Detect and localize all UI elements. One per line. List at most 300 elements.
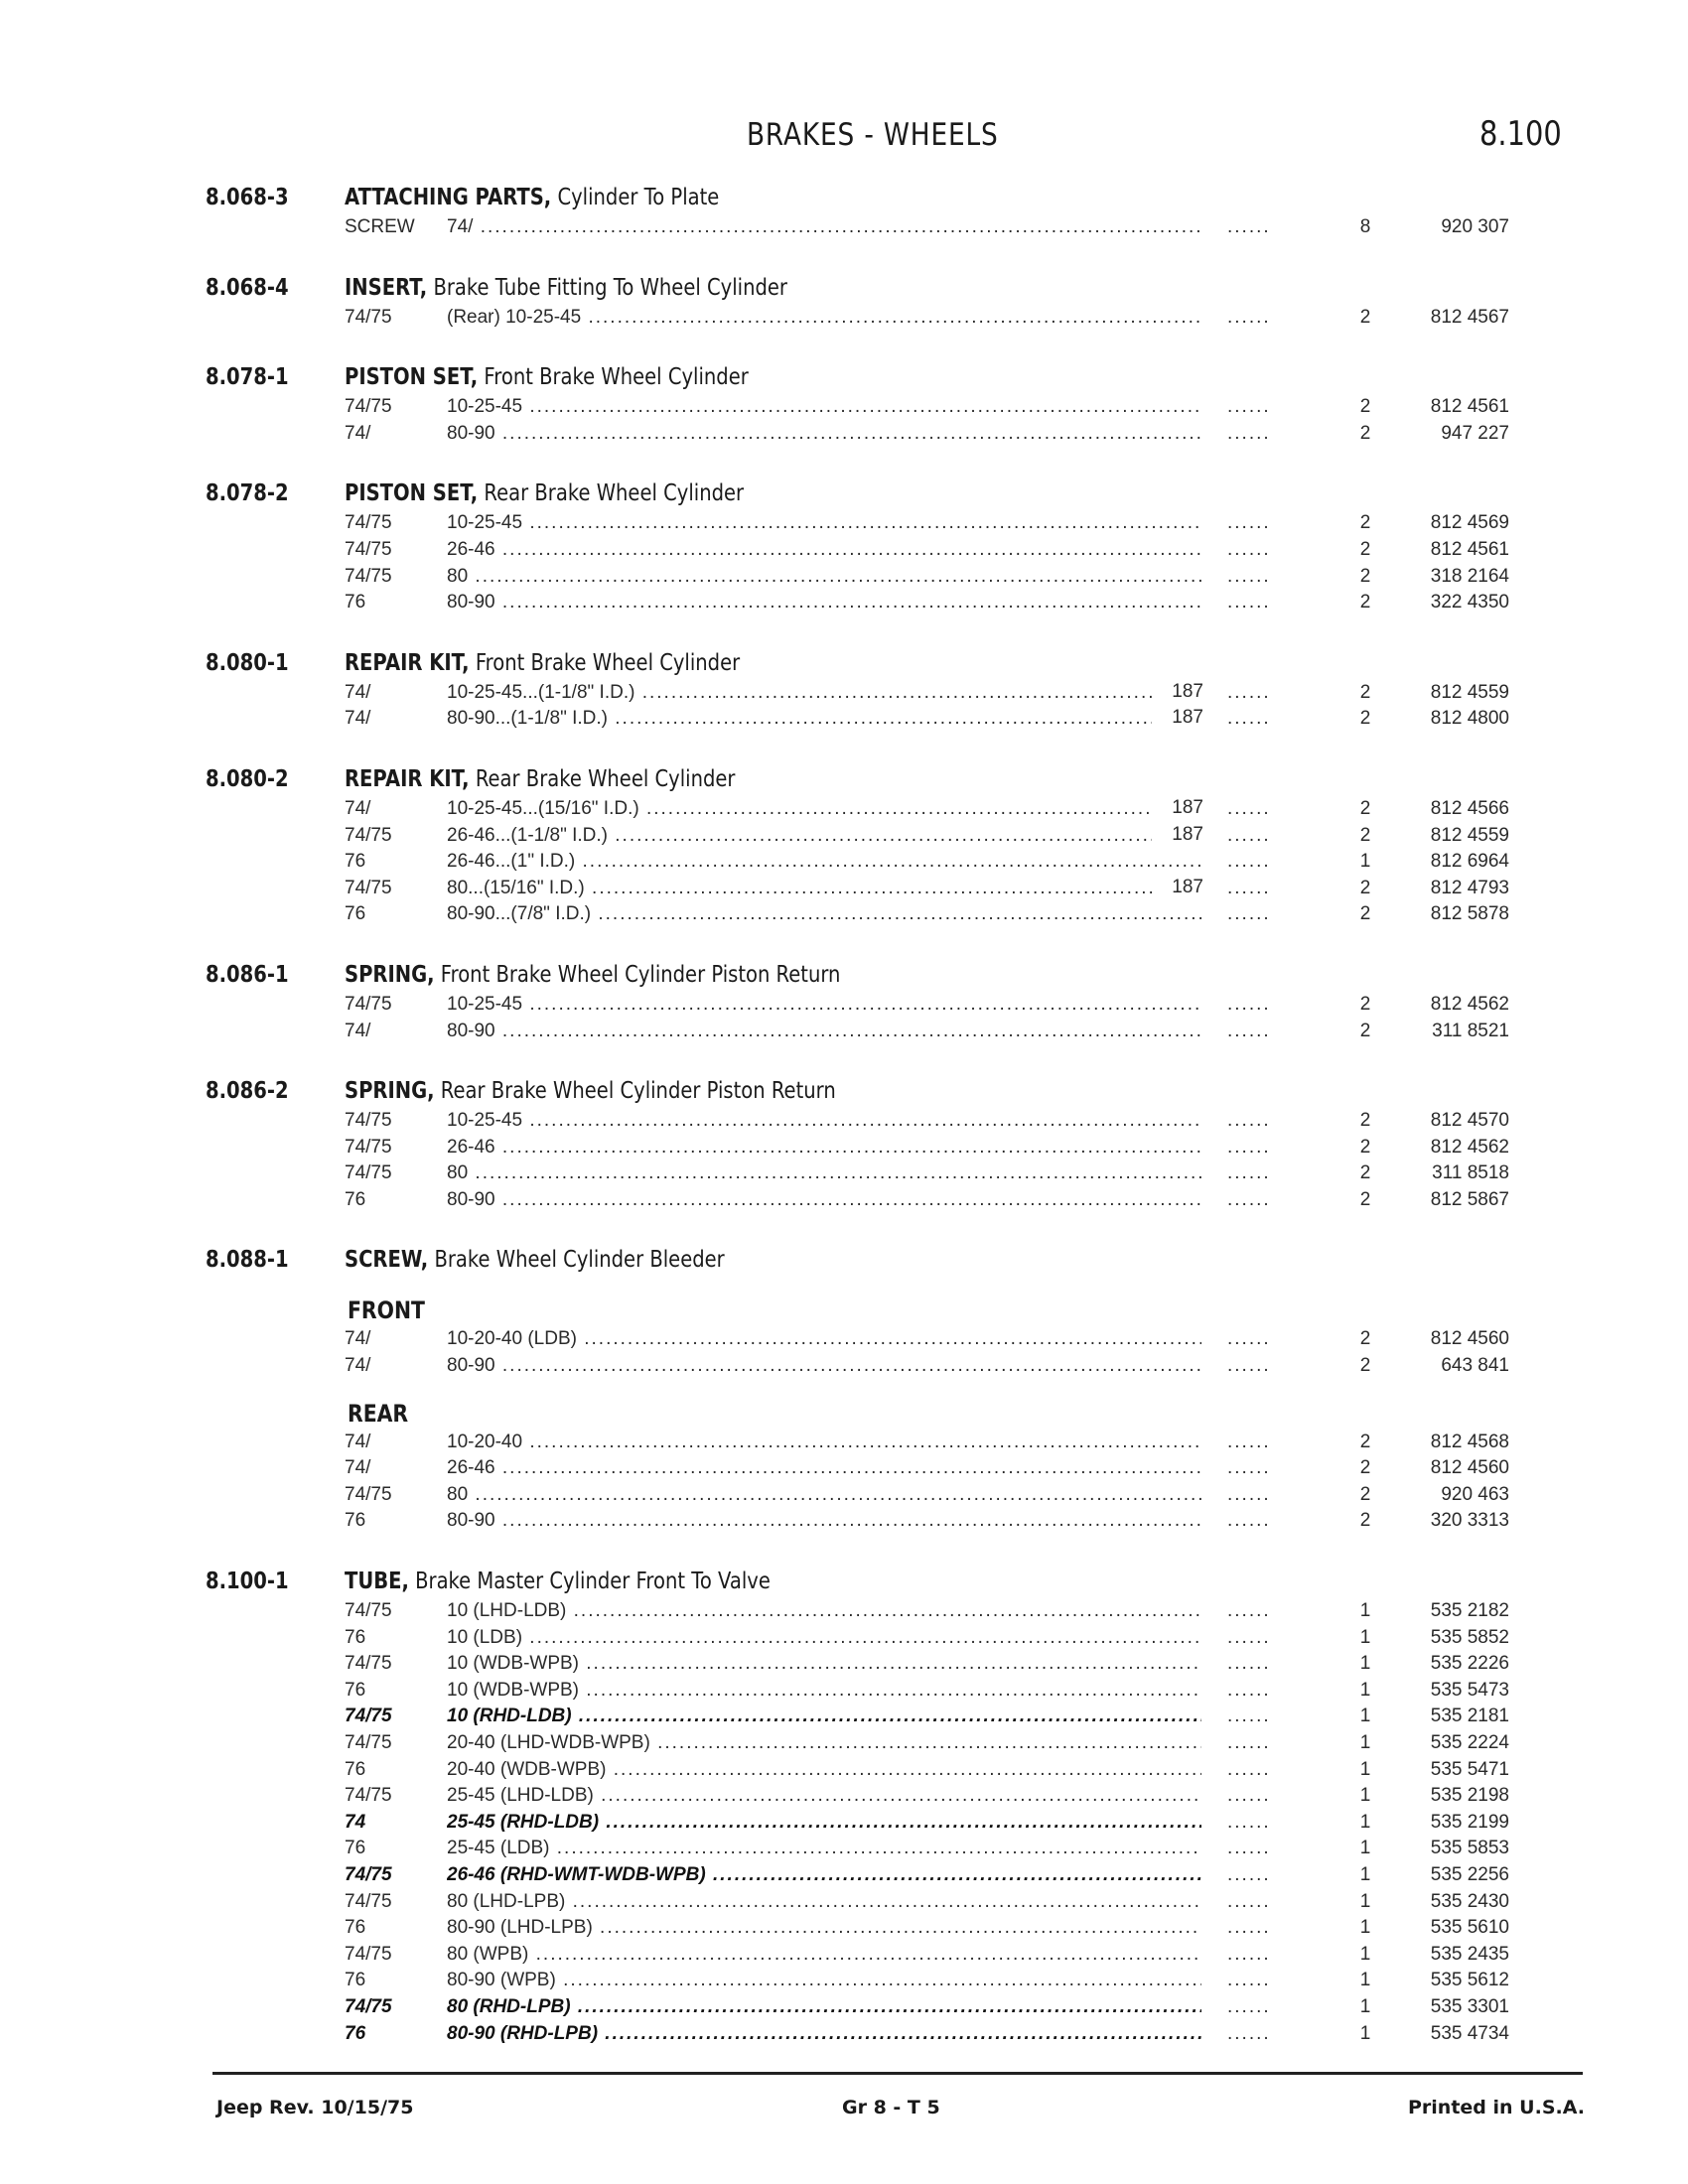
leader-dots: ...... bbox=[1227, 216, 1271, 237]
model-year: 74/75 bbox=[345, 1653, 392, 1675]
quantity: 1 bbox=[1359, 851, 1371, 873]
leader-dots: ...... bbox=[1227, 1679, 1271, 1701]
model-year: 74/75 bbox=[345, 1110, 392, 1132]
part-number: 535 2199 bbox=[1430, 1811, 1509, 1833]
quantity: 1 bbox=[1359, 1863, 1371, 1885]
section-heading bbox=[0, 185, 1688, 214]
part-row bbox=[0, 680, 1688, 707]
leader-dots: ...... bbox=[1227, 1110, 1271, 1132]
section-title-bold: ATTACHING PARTS, bbox=[345, 185, 552, 210]
leader-dots: ...... bbox=[1227, 877, 1271, 898]
part-description: 10-25-45 ..... bbox=[447, 396, 1201, 418]
model-year: 74/75 bbox=[345, 877, 392, 898]
part-row bbox=[0, 590, 1688, 616]
quantity: 2 bbox=[1359, 512, 1371, 534]
parts-section bbox=[0, 185, 1688, 241]
part-description: 25-45 (LDB) ..... bbox=[447, 1838, 1201, 1859]
footer-printed: Printed in U.S.A. bbox=[1408, 2097, 1585, 2118]
leader-dots: ...... bbox=[1227, 1838, 1271, 1859]
parts-section bbox=[0, 480, 1688, 615]
part-row bbox=[0, 706, 1688, 733]
page-reference: 187 bbox=[1152, 681, 1203, 703]
section-title-bold: PISTON SET, bbox=[345, 364, 479, 391]
model-year: 74/75 bbox=[345, 396, 392, 418]
leader-dots: ...... bbox=[1227, 1162, 1271, 1184]
part-number: 812 4800 bbox=[1430, 708, 1509, 730]
part-row bbox=[0, 992, 1688, 1019]
part-row bbox=[0, 510, 1688, 537]
part-number: 812 4559 bbox=[1430, 824, 1509, 846]
part-row bbox=[0, 823, 1688, 850]
section-title bbox=[345, 275, 787, 301]
section-heading bbox=[0, 275, 1688, 305]
part-number: 812 6964 bbox=[1430, 851, 1509, 873]
quantity: 2 bbox=[1359, 708, 1371, 730]
part-row bbox=[0, 901, 1688, 928]
quantity: 2 bbox=[1359, 877, 1371, 898]
part-row bbox=[0, 1187, 1688, 1214]
section-title-bold: SCREW, bbox=[345, 1247, 429, 1274]
section-ref: 8.086-2 bbox=[206, 1078, 289, 1105]
part-row bbox=[0, 1757, 1688, 1784]
part-description: 80-90...(7/8" I.D.) ..... bbox=[447, 903, 1201, 925]
part-description: 26-46...(1" I.D.) ..... bbox=[447, 851, 1201, 873]
part-description: 10 (LHD-LDB) ..... bbox=[447, 1600, 1201, 1622]
parts-section bbox=[0, 766, 1688, 928]
part-description: 10-25-45 ..... bbox=[447, 994, 1201, 1016]
model-year: 74/75 bbox=[345, 565, 392, 587]
part-number: 535 5852 bbox=[1430, 1626, 1509, 1648]
model-year: 76 bbox=[345, 903, 366, 925]
part-row bbox=[0, 1915, 1688, 1942]
quantity: 2 bbox=[1359, 1510, 1371, 1532]
part-description: 80-90 (WPB) ..... bbox=[447, 1970, 1201, 1991]
part-number: 643 841 bbox=[1441, 1355, 1509, 1377]
section-ref: 8.088-1 bbox=[206, 1247, 289, 1274]
part-description: 26-46 ..... bbox=[447, 1137, 1201, 1159]
part-row bbox=[0, 537, 1688, 564]
quantity: 2 bbox=[1359, 1457, 1371, 1479]
footer-revision: Jeep Rev. 10/15/75 bbox=[216, 2097, 414, 2118]
part-number: 812 5867 bbox=[1430, 1188, 1509, 1210]
quantity: 8 bbox=[1359, 216, 1371, 237]
part-number: 812 4570 bbox=[1430, 1110, 1509, 1132]
model-year: 74/75 bbox=[345, 1483, 392, 1505]
part-row bbox=[0, 1678, 1688, 1705]
leader-dots: ...... bbox=[1227, 1758, 1271, 1780]
quantity: 2 bbox=[1359, 1431, 1371, 1452]
part-row bbox=[0, 1108, 1688, 1135]
part-row bbox=[0, 876, 1688, 902]
page-reference: 187 bbox=[1152, 824, 1203, 846]
part-row bbox=[0, 1019, 1688, 1045]
part-number: 535 5471 bbox=[1430, 1758, 1509, 1780]
section-heading bbox=[0, 364, 1688, 394]
part-number: 812 4559 bbox=[1430, 681, 1509, 703]
part-description: 80-90 ..... bbox=[447, 592, 1201, 614]
model-year: 74/75 bbox=[345, 993, 392, 1015]
part-row bbox=[0, 1704, 1688, 1730]
part-description: 26-46 ..... bbox=[447, 1457, 1201, 1479]
leader-dots: ...... bbox=[1227, 1457, 1271, 1479]
quantity: 2 bbox=[1359, 1483, 1371, 1505]
part-number: 812 4567 bbox=[1430, 306, 1509, 328]
footer-rule bbox=[212, 2072, 1583, 2075]
leader-dots: ...... bbox=[1227, 396, 1271, 418]
model-year: 74/75 bbox=[345, 538, 392, 560]
part-description: 26-46 ..... bbox=[447, 539, 1201, 561]
part-number: 535 2226 bbox=[1430, 1653, 1509, 1675]
leader-dots: ...... bbox=[1227, 1706, 1271, 1727]
part-row bbox=[0, 1482, 1688, 1509]
section-title-rest: Front Brake Wheel Cylinder Piston Return bbox=[434, 961, 841, 988]
part-number: 535 5612 bbox=[1430, 1970, 1509, 1991]
section-title bbox=[345, 1078, 836, 1104]
section-heading bbox=[0, 650, 1688, 680]
part-number: 318 2164 bbox=[1430, 565, 1509, 587]
part-number: 535 5473 bbox=[1430, 1679, 1509, 1701]
section-title bbox=[345, 766, 735, 792]
part-number: 812 4793 bbox=[1430, 877, 1509, 898]
part-description: 74/ ..... bbox=[447, 216, 1201, 238]
footer-group: Gr 8 - T 5 bbox=[842, 2097, 940, 2118]
leader-dots: ...... bbox=[1227, 1995, 1271, 2017]
section-title bbox=[345, 962, 840, 988]
part-description: 20-40 (LHD-WDB-WPB) ..... bbox=[447, 1732, 1201, 1754]
part-description: 80-90 ..... bbox=[447, 1355, 1201, 1377]
section-ref: 8.086-1 bbox=[206, 961, 289, 988]
leader-dots: ...... bbox=[1227, 306, 1271, 328]
model-year: 74/ bbox=[345, 422, 371, 444]
model-year: 74/ bbox=[345, 797, 371, 819]
part-row bbox=[0, 1968, 1688, 1994]
model-year: 76 bbox=[345, 1510, 366, 1532]
section-title-rest: Front Brake Wheel Cylinder bbox=[478, 364, 749, 391]
part-number: 947 227 bbox=[1441, 422, 1509, 444]
quantity: 2 bbox=[1359, 1162, 1371, 1184]
leader-dots: ...... bbox=[1227, 1510, 1271, 1532]
quantity: 1 bbox=[1359, 1706, 1371, 1727]
part-row bbox=[0, 421, 1688, 448]
model-year: SCREW bbox=[345, 216, 415, 237]
part-row bbox=[0, 2021, 1688, 2048]
section-title bbox=[345, 364, 749, 390]
quantity: 1 bbox=[1359, 1626, 1371, 1648]
section-ref: 8.068-4 bbox=[206, 274, 289, 301]
leader-dots: ...... bbox=[1227, 903, 1271, 925]
quantity: 1 bbox=[1359, 1917, 1371, 1939]
section-ref: 8.080-2 bbox=[206, 765, 289, 792]
quantity: 1 bbox=[1359, 1943, 1371, 1965]
quantity: 1 bbox=[1359, 1838, 1371, 1859]
part-row bbox=[0, 1942, 1688, 1969]
section-title-rest: Front Brake Wheel Cylinder bbox=[469, 649, 741, 676]
quantity: 2 bbox=[1359, 903, 1371, 925]
part-description: 80-90 (LHD-LPB) ..... bbox=[447, 1917, 1201, 1939]
section-heading bbox=[0, 1569, 1688, 1598]
leader-dots: ...... bbox=[1227, 592, 1271, 614]
part-description: 25-45 (LHD-LDB) ..... bbox=[447, 1785, 1201, 1807]
model-year: 74/ bbox=[345, 1457, 371, 1479]
subsection-label: FRONT bbox=[348, 1297, 425, 1325]
section-ref: 8.100-1 bbox=[206, 1569, 289, 1595]
model-year: 76 bbox=[345, 1188, 366, 1210]
section-ref: 8.078-1 bbox=[206, 364, 289, 391]
part-description: 25-45 (RHD-LDB) ..... bbox=[447, 1812, 1201, 1834]
part-description: 10-25-45 ..... bbox=[447, 512, 1201, 534]
model-year: 74/75 bbox=[345, 1943, 392, 1965]
part-description: 80-90 ..... bbox=[447, 1510, 1201, 1532]
quantity: 2 bbox=[1359, 681, 1371, 703]
section-title bbox=[345, 1247, 725, 1273]
quantity: 1 bbox=[1359, 1970, 1371, 1991]
part-row bbox=[0, 214, 1688, 241]
part-description: 10-20-40 ..... bbox=[447, 1432, 1201, 1453]
part-row bbox=[0, 394, 1688, 421]
section-heading bbox=[0, 480, 1688, 510]
model-year: 74/75 bbox=[345, 1890, 392, 1912]
part-description: 80-90 ..... bbox=[447, 1189, 1201, 1211]
part-row bbox=[0, 305, 1688, 332]
part-number: 812 4566 bbox=[1430, 797, 1509, 819]
section-title-bold: TUBE, bbox=[345, 1569, 409, 1595]
quantity: 1 bbox=[1359, 1653, 1371, 1675]
model-year: 74/75 bbox=[345, 1136, 392, 1158]
part-description: (Rear) 10-25-45 ..... bbox=[447, 307, 1201, 329]
model-year: 76 bbox=[345, 2022, 366, 2044]
section-title-rest: Rear Brake Wheel Cylinder bbox=[478, 480, 745, 507]
part-row bbox=[0, 849, 1688, 876]
page-reference: 187 bbox=[1152, 877, 1203, 898]
leader-dots: ...... bbox=[1227, 1136, 1271, 1158]
quantity: 2 bbox=[1359, 824, 1371, 846]
quantity: 2 bbox=[1359, 1110, 1371, 1132]
section-heading bbox=[0, 962, 1688, 992]
part-number: 322 4350 bbox=[1430, 592, 1509, 614]
part-row bbox=[0, 1455, 1688, 1482]
parts-section bbox=[0, 364, 1688, 447]
leader-dots: ...... bbox=[1227, 422, 1271, 444]
parts-section bbox=[0, 650, 1688, 733]
part-number: 920 463 bbox=[1441, 1483, 1509, 1505]
part-number: 311 8518 bbox=[1432, 1162, 1509, 1184]
leader-dots: ...... bbox=[1227, 1943, 1271, 1965]
model-year: 76 bbox=[345, 1970, 366, 1991]
model-year: 74/ bbox=[345, 1020, 371, 1041]
model-year: 76 bbox=[345, 1838, 366, 1859]
section-title bbox=[345, 185, 719, 210]
quantity: 2 bbox=[1359, 1020, 1371, 1041]
leader-dots: ...... bbox=[1227, 797, 1271, 819]
part-row bbox=[0, 796, 1688, 823]
leader-dots: ...... bbox=[1227, 1653, 1271, 1675]
part-number: 535 3301 bbox=[1430, 1995, 1509, 2017]
section-heading bbox=[0, 1078, 1688, 1108]
part-row bbox=[0, 1810, 1688, 1837]
quantity: 2 bbox=[1359, 306, 1371, 328]
part-number: 812 4562 bbox=[1430, 993, 1509, 1015]
part-number: 535 2181 bbox=[1430, 1706, 1509, 1727]
parts-section bbox=[0, 1247, 1688, 1535]
section-title bbox=[345, 650, 740, 676]
leader-dots: ...... bbox=[1227, 1431, 1271, 1452]
quantity: 1 bbox=[1359, 1785, 1371, 1807]
model-year: 74/ bbox=[345, 681, 371, 703]
model-year: 76 bbox=[345, 1917, 366, 1939]
part-row bbox=[0, 1862, 1688, 1889]
parts-list bbox=[0, 185, 1688, 2081]
leader-dots: ...... bbox=[1227, 681, 1271, 703]
section-title-bold: REPAIR KIT, bbox=[345, 765, 470, 792]
part-row bbox=[0, 1326, 1688, 1353]
part-number: 812 4561 bbox=[1430, 538, 1509, 560]
part-row bbox=[0, 1160, 1688, 1187]
quantity: 2 bbox=[1359, 993, 1371, 1015]
section-title-rest: Brake Master Cylinder Front To Valve bbox=[408, 1569, 771, 1595]
part-row bbox=[0, 1889, 1688, 1916]
part-description: 80...(15/16" I.D.) ..... bbox=[447, 878, 1201, 899]
part-number: 812 4560 bbox=[1430, 1457, 1509, 1479]
part-row bbox=[0, 1994, 1688, 2021]
part-number: 812 4561 bbox=[1430, 396, 1509, 418]
model-year: 74/ bbox=[345, 1431, 371, 1452]
subsection-heading bbox=[0, 1400, 1688, 1430]
parts-section bbox=[0, 1569, 1688, 2047]
leader-dots: ...... bbox=[1227, 824, 1271, 846]
section-title-bold: PISTON SET, bbox=[345, 480, 479, 507]
model-year: 74/75 bbox=[345, 512, 392, 534]
part-description: 10 (LDB) ..... bbox=[447, 1627, 1201, 1649]
page-reference: 187 bbox=[1152, 797, 1203, 819]
part-number: 920 307 bbox=[1441, 216, 1509, 237]
page-title: BRAKES - WHEELS bbox=[747, 117, 999, 153]
part-description: 10-25-45...(1-1/8" I.D.) ..... bbox=[447, 682, 1201, 704]
part-description: 80-90 (RHD-LPB) ..... bbox=[447, 2023, 1201, 2045]
part-description: 10-25-45...(15/16" I.D.) ..... bbox=[447, 798, 1201, 820]
leader-dots: ...... bbox=[1227, 1863, 1271, 1885]
part-description: 80 (LHD-LPB) ..... bbox=[447, 1891, 1201, 1913]
leader-dots: ...... bbox=[1227, 993, 1271, 1015]
part-number: 535 5853 bbox=[1430, 1838, 1509, 1859]
section-title bbox=[345, 1569, 771, 1594]
quantity: 2 bbox=[1359, 1136, 1371, 1158]
quantity: 1 bbox=[1359, 1890, 1371, 1912]
leader-dots: ...... bbox=[1227, 708, 1271, 730]
section-heading bbox=[0, 1247, 1688, 1277]
quantity: 2 bbox=[1359, 1328, 1371, 1350]
leader-dots: ...... bbox=[1227, 1188, 1271, 1210]
parts-section bbox=[0, 1078, 1688, 1213]
part-number: 311 8521 bbox=[1432, 1020, 1509, 1041]
model-year: 74/75 bbox=[345, 1995, 392, 2017]
subsection-label: REAR bbox=[348, 1399, 409, 1428]
quantity: 2 bbox=[1359, 592, 1371, 614]
part-description: 80 (WPB) ..... bbox=[447, 1944, 1201, 1966]
leader-dots: ...... bbox=[1227, 1328, 1271, 1350]
quantity: 2 bbox=[1359, 1355, 1371, 1377]
part-description: 10-25-45 ..... bbox=[447, 1110, 1201, 1132]
model-year: 74/75 bbox=[345, 1732, 392, 1753]
part-description: 26-46...(1-1/8" I.D.) ..... bbox=[447, 825, 1201, 847]
part-number: 320 3313 bbox=[1430, 1510, 1509, 1532]
part-row bbox=[0, 1625, 1688, 1652]
leader-dots: ...... bbox=[1227, 512, 1271, 534]
subsection-heading bbox=[0, 1297, 1688, 1326]
section-title-rest: Cylinder To Plate bbox=[551, 185, 720, 210]
section-ref: 8.078-2 bbox=[206, 480, 289, 507]
part-number: 812 4568 bbox=[1430, 1431, 1509, 1452]
quantity: 2 bbox=[1359, 797, 1371, 819]
part-row bbox=[0, 1836, 1688, 1862]
page-reference: 187 bbox=[1152, 707, 1203, 729]
part-row bbox=[0, 1430, 1688, 1456]
section-title-rest: Rear Brake Wheel Cylinder Piston Return bbox=[434, 1078, 836, 1105]
quantity: 1 bbox=[1359, 1758, 1371, 1780]
part-number: 535 2430 bbox=[1430, 1890, 1509, 1912]
part-description: 10 (WDB-WPB) ..... bbox=[447, 1653, 1201, 1675]
model-year: 74/ bbox=[345, 708, 371, 730]
part-row bbox=[0, 1783, 1688, 1810]
leader-dots: ...... bbox=[1227, 1970, 1271, 1991]
part-row bbox=[0, 564, 1688, 591]
model-year: 74 bbox=[345, 1811, 366, 1833]
section-heading bbox=[0, 766, 1688, 796]
model-year: 76 bbox=[345, 1758, 366, 1780]
quantity: 1 bbox=[1359, 2022, 1371, 2044]
model-year: 74/ bbox=[345, 1328, 371, 1350]
quantity: 2 bbox=[1359, 1188, 1371, 1210]
quantity: 1 bbox=[1359, 1995, 1371, 2017]
leader-dots: ...... bbox=[1227, 1626, 1271, 1648]
leader-dots: ...... bbox=[1227, 1890, 1271, 1912]
leader-dots: ...... bbox=[1227, 1917, 1271, 1939]
part-row bbox=[0, 1353, 1688, 1380]
model-year: 76 bbox=[345, 851, 366, 873]
leader-dots: ...... bbox=[1227, 1483, 1271, 1505]
part-number: 535 4734 bbox=[1430, 2022, 1509, 2044]
leader-dots: ...... bbox=[1227, 1355, 1271, 1377]
section-ref: 8.080-1 bbox=[206, 649, 289, 676]
part-number: 812 4569 bbox=[1430, 512, 1509, 534]
part-number: 535 2224 bbox=[1430, 1732, 1509, 1753]
quantity: 1 bbox=[1359, 1600, 1371, 1622]
part-description: 80-90 ..... bbox=[447, 423, 1201, 445]
quantity: 2 bbox=[1359, 422, 1371, 444]
section-title-rest: Brake Wheel Cylinder Bleeder bbox=[428, 1247, 725, 1274]
part-number: 535 2256 bbox=[1430, 1863, 1509, 1885]
quantity: 1 bbox=[1359, 1679, 1371, 1701]
model-year: 74/75 bbox=[345, 1600, 392, 1622]
section-title-bold: INSERT, bbox=[345, 274, 428, 301]
part-number: 812 5878 bbox=[1430, 903, 1509, 925]
part-description: 10 (RHD-LDB) ..... bbox=[447, 1706, 1201, 1727]
leader-dots: ...... bbox=[1227, 1811, 1271, 1833]
model-year: 74/75 bbox=[345, 1706, 392, 1727]
part-row bbox=[0, 1508, 1688, 1535]
leader-dots: ...... bbox=[1227, 1785, 1271, 1807]
part-number: 812 4560 bbox=[1430, 1328, 1509, 1350]
part-description: 80 ..... bbox=[447, 566, 1201, 588]
part-description: 20-40 (WDB-WPB) ..... bbox=[447, 1759, 1201, 1781]
section-ref: 8.068-3 bbox=[206, 185, 289, 210]
leader-dots: ...... bbox=[1227, 538, 1271, 560]
part-description: 80 (RHD-LPB) ..... bbox=[447, 1996, 1201, 2018]
part-number: 535 2182 bbox=[1430, 1600, 1509, 1622]
parts-section bbox=[0, 275, 1688, 332]
leader-dots: ...... bbox=[1227, 2022, 1271, 2044]
section-title-bold: REPAIR KIT, bbox=[345, 649, 470, 676]
part-description: 10-20-40 (LDB) ..... bbox=[447, 1328, 1201, 1350]
